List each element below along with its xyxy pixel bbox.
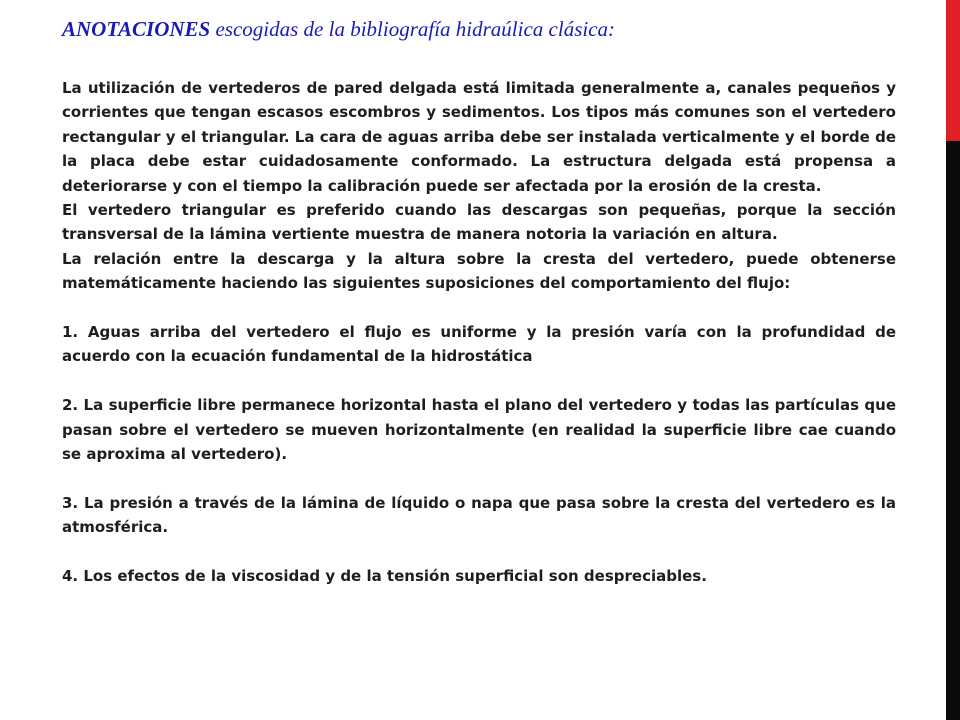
accent-bar-red <box>946 0 960 141</box>
slide-title <box>62 17 922 42</box>
title-rest: escogidas de la bibliografía hidraúlica clásica: <box>210 17 616 41</box>
list-item-2: 2. La superficie libre permanece horizontal hasta el plano del vertedero y todas las partículas que pasan sobre el vertedero se mueven horizontalmente (en realidad la superficie libre cae cuando se aproxima al vertedero). <box>62 396 896 464</box>
spacer <box>62 369 896 393</box>
slide-body <box>62 76 896 588</box>
spacer <box>62 466 896 490</box>
title-bold: ANOTACIONES <box>62 17 211 41</box>
spacer <box>62 296 896 320</box>
paragraph-relation: La relación entre la descarga y la altura sobre la cresta del vertedero, puede obtenerse matemáticamente haciendo las siguientes suposiciones del comportamiento del flujo: <box>62 249 896 293</box>
list-item-3: 3. La presión a través de la lámina de líquido o napa que pasa sobre la cresta del vertedero es la atmosférica. <box>62 493 896 537</box>
paragraph-triangular: El vertedero triangular es preferido cuando las descargas son pequeñas, porque la sección transversal de la lámina vertiente muestra de manera notoria la variación en altura. <box>62 201 896 244</box>
list-item-4: 4. Los efectos de la viscosidad y de la tensión superficial son despreciables. <box>62 567 707 586</box>
list-item-1: 1. Aguas arriba del vertedero el flujo es uniforme y la presión varía con la profundidad de acuerdo con la ecuación fundamental de la hidrostática <box>62 323 896 366</box>
paragraph-intro: La utilización de vertederos de pared delgada está limitada generalmente a, canales pequeños y corrientes que tengan escasos escombros y sedimentos. Los tipos más comunes son el vertedero rectangular y el triangular. La cara de aguas arriba debe ser instalada verticalmente y el borde de la placa debe estar cuidadosamente conformado. La estructura delgada está propensa a deteriorarse y con el tiempo la calibración puede ser afectada por la erosión de la cresta. <box>62 79 896 195</box>
accent-bar-black <box>946 141 960 720</box>
spacer <box>62 540 896 564</box>
